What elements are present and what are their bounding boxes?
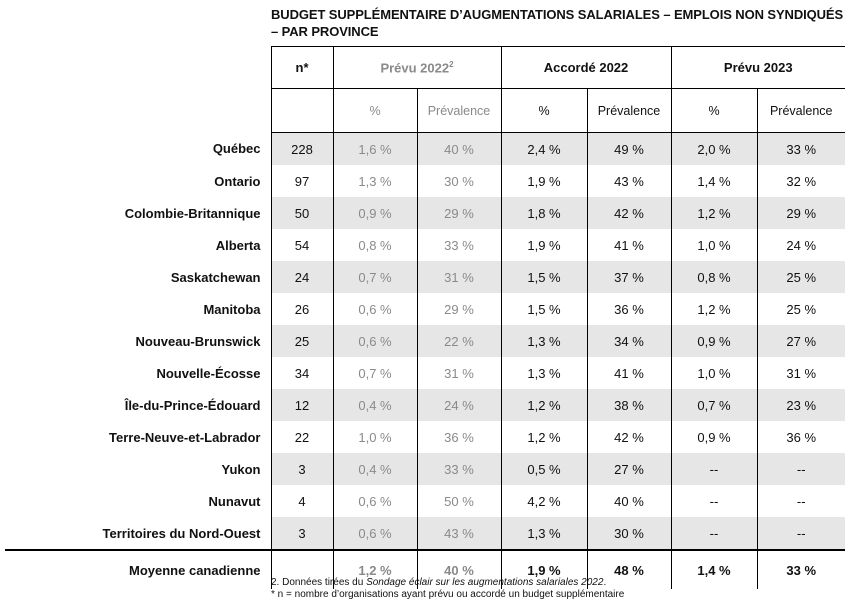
- cell-p23-prevalence: 33 %: [757, 133, 845, 166]
- cell-p22-prevalence: 43 %: [417, 517, 501, 550]
- cell-p23-pct: 1,2 %: [671, 293, 757, 325]
- cell-p23-prevalence: --: [757, 485, 845, 517]
- header-row-subcolumns: [5, 89, 845, 133]
- province-label: Colombie-Britannique: [124, 205, 261, 221]
- cell-p23-pct: 0,9 %: [671, 421, 757, 453]
- average-p23-pct: 1,4 %: [671, 550, 757, 589]
- cell-p23-pct: --: [671, 517, 757, 550]
- header-row-groups: [5, 47, 845, 89]
- cell-n: 25: [271, 325, 333, 357]
- cell-p23-prevalence: --: [757, 517, 845, 550]
- cell-p23-pct: --: [671, 485, 757, 517]
- cell-a22-pct: 1,3 %: [501, 325, 587, 357]
- cell-n: 228: [271, 133, 333, 166]
- cell-p22-prevalence: 24 %: [417, 389, 501, 421]
- province-label: Québec: [212, 141, 261, 157]
- footnote-2-suffix: .: [603, 577, 607, 588]
- cell-p23-prevalence: 25 %: [757, 261, 845, 293]
- cell-a22-prevalence: 36 %: [587, 293, 671, 325]
- header-p23-prevalence: Prévalence: [757, 89, 845, 133]
- cell-p23-prevalence: 36 %: [757, 421, 845, 453]
- table-row: [5, 197, 845, 229]
- cell-p23-pct: --: [671, 453, 757, 485]
- cell-n: 3: [271, 517, 333, 550]
- header-n: n*: [271, 47, 333, 89]
- table-row: [5, 133, 845, 166]
- footnote-ref: 2: [449, 59, 454, 69]
- cell-p22-pct: 0,6 %: [333, 517, 417, 550]
- cell-p22-prevalence: 31 %: [417, 261, 501, 293]
- cell-p22-pct: 0,7 %: [333, 357, 417, 389]
- cell-p23-pct: 1,0 %: [671, 229, 757, 261]
- cell-p22-pct: 0,9 %: [333, 197, 417, 229]
- cell-n: 3: [271, 453, 333, 485]
- table-row: [5, 293, 845, 325]
- cell-a22-pct: 4,2 %: [501, 485, 587, 517]
- average-a22-prevalence: 48 %: [587, 550, 671, 589]
- cell-a22-prevalence: 41 %: [587, 357, 671, 389]
- cell-p22-prevalence: 50 %: [417, 485, 501, 517]
- cell-p22-prevalence: 40 %: [417, 133, 501, 166]
- cell-a22-prevalence: 49 %: [587, 133, 671, 166]
- footnote-2-source: Sondage éclair sur les augmentations salariales 2022: [366, 577, 604, 588]
- average-p22-pct: 1,2 %: [333, 550, 417, 589]
- cell-a22-pct: 1,9 %: [501, 229, 587, 261]
- header-prevu-2022-label: Prévu 2022: [380, 60, 450, 76]
- table-row: [5, 485, 845, 517]
- header-p23-pct: %: [671, 89, 757, 133]
- cell-a22-pct: 2,4 %: [501, 133, 587, 166]
- cell-a22-pct: 1,3 %: [501, 517, 587, 550]
- cell-n: 22: [271, 421, 333, 453]
- cell-p22-prevalence: 30 %: [417, 165, 501, 197]
- cell-a22-prevalence: 42 %: [587, 421, 671, 453]
- cell-n: 34: [271, 357, 333, 389]
- header-a22-pct: %: [501, 89, 587, 133]
- cell-p23-pct: 1,0 %: [671, 357, 757, 389]
- cell-p23-pct: 1,2 %: [671, 197, 757, 229]
- cell-p22-prevalence: 36 %: [417, 421, 501, 453]
- header-p22-pct: %: [333, 89, 417, 133]
- cell-p23-prevalence: 24 %: [757, 229, 845, 261]
- cell-p22-pct: 0,7 %: [333, 261, 417, 293]
- footnotes: [271, 577, 624, 601]
- footnote-2-prefix: 2. Données tirées du: [271, 577, 367, 588]
- average-label: Moyenne canadienne: [5, 550, 271, 589]
- header-blank: [5, 89, 271, 133]
- cell-p22-pct: 0,6 %: [333, 325, 417, 357]
- cell-p22-pct: 0,6 %: [333, 293, 417, 325]
- cell-p22-prevalence: 31 %: [417, 357, 501, 389]
- cell-a22-prevalence: 37 %: [587, 261, 671, 293]
- cell-p22-pct: 0,8 %: [333, 229, 417, 261]
- province-label: Nunavut: [208, 493, 261, 509]
- table-row: [5, 453, 845, 485]
- province-label: Yukon: [221, 461, 261, 477]
- cell-p23-pct: 0,8 %: [671, 261, 757, 293]
- cell-p23-pct: 2,0 %: [671, 133, 757, 166]
- cell-a22-prevalence: 30 %: [587, 517, 671, 550]
- cell-p22-prevalence: 29 %: [417, 293, 501, 325]
- province-label: Alberta: [215, 237, 261, 253]
- cell-n: 24: [271, 261, 333, 293]
- cell-a22-pct: 1,5 %: [501, 293, 587, 325]
- cell-a22-prevalence: 27 %: [587, 453, 671, 485]
- cell-p22-pct: 0,6 %: [333, 485, 417, 517]
- province-label: Terre-Neuve-et-Labrador: [109, 429, 261, 445]
- cell-p22-prevalence: 22 %: [417, 325, 501, 357]
- cell-p22-pct: 1,6 %: [333, 133, 417, 166]
- cell-p23-prevalence: 29 %: [757, 197, 845, 229]
- cell-a22-prevalence: 43 %: [587, 165, 671, 197]
- table-row: [5, 389, 845, 421]
- cell-p23-prevalence: 31 %: [757, 357, 845, 389]
- cell-a22-prevalence: 40 %: [587, 485, 671, 517]
- cell-a22-pct: 1,2 %: [501, 389, 587, 421]
- cell-n: 4: [271, 485, 333, 517]
- table-row: [5, 165, 845, 197]
- header-accorde-2022: Accordé 2022: [501, 47, 671, 89]
- table-title: BUDGET SUPPLÉMENTAIRE D’AUGMENTATIONS SALARIALES – EMPLOIS NON SYNDIQUÉS – PAR PROVINCE: [271, 7, 844, 39]
- table-row: [5, 261, 845, 293]
- cell-a22-pct: 1,3 %: [501, 357, 587, 389]
- header-prevu-2022: [333, 47, 501, 89]
- cell-p23-prevalence: 27 %: [757, 325, 845, 357]
- average-p23-prevalence: 33 %: [757, 550, 845, 589]
- cell-n: 50: [271, 197, 333, 229]
- cell-a22-prevalence: 41 %: [587, 229, 671, 261]
- cell-n: 12: [271, 389, 333, 421]
- footnote-n: * n = nombre d’organisations ayant prévu ou accordé un budget supplémentaire: [271, 589, 625, 600]
- province-label: Ontario: [214, 173, 261, 189]
- footnote-2: [271, 577, 624, 589]
- cell-p22-pct: 1,3 %: [333, 165, 417, 197]
- cell-a22-prevalence: 42 %: [587, 197, 671, 229]
- header-n-blank: [271, 89, 333, 133]
- cell-n: 26: [271, 293, 333, 325]
- cell-n: 54: [271, 229, 333, 261]
- cell-a22-pct: 1,2 %: [501, 421, 587, 453]
- table-row: [5, 517, 845, 550]
- cell-a22-prevalence: 38 %: [587, 389, 671, 421]
- province-label: Nouveau-Brunswick: [135, 333, 261, 349]
- table-row: [5, 229, 845, 261]
- cell-a22-pct: 1,9 %: [501, 165, 587, 197]
- cell-p23-pct: 0,9 %: [671, 325, 757, 357]
- cell-a22-pct: 1,8 %: [501, 197, 587, 229]
- cell-p23-prevalence: 23 %: [757, 389, 845, 421]
- salary-budget-table: [5, 46, 845, 589]
- table-row: [5, 325, 845, 357]
- cell-p23-prevalence: --: [757, 453, 845, 485]
- province-label: Manitoba: [203, 301, 261, 317]
- province-label: Territoires du Nord-Ouest: [102, 525, 261, 541]
- cell-p22-pct: 0,4 %: [333, 453, 417, 485]
- table-row: [5, 421, 845, 453]
- table-row: [5, 357, 845, 389]
- cell-p23-prevalence: 25 %: [757, 293, 845, 325]
- cell-p23-pct: 0,7 %: [671, 389, 757, 421]
- header-a22-prevalence: Prévalence: [587, 89, 671, 133]
- cell-a22-pct: 1,5 %: [501, 261, 587, 293]
- province-label: Île-du-Prince-Édouard: [124, 397, 261, 413]
- province-label: Nouvelle-Écosse: [156, 365, 261, 381]
- header-prevu-2023: Prévu 2023: [671, 47, 845, 89]
- average-p22-prevalence: 40 %: [417, 550, 501, 589]
- cell-n: 97: [271, 165, 333, 197]
- cell-p22-prevalence: 29 %: [417, 197, 501, 229]
- cell-a22-prevalence: 34 %: [587, 325, 671, 357]
- cell-a22-pct: 0,5 %: [501, 453, 587, 485]
- cell-p22-prevalence: 33 %: [417, 229, 501, 261]
- cell-p22-pct: 0,4 %: [333, 389, 417, 421]
- cell-p22-pct: 1,0 %: [333, 421, 417, 453]
- cell-p23-pct: 1,4 %: [671, 165, 757, 197]
- header-p22-prevalence: Prévalence: [417, 89, 501, 133]
- average-a22-pct: 1,9 %: [501, 550, 587, 589]
- cell-p22-prevalence: 33 %: [417, 453, 501, 485]
- header-blank: [5, 47, 271, 89]
- cell-p23-prevalence: 32 %: [757, 165, 845, 197]
- province-label: Saskatchewan: [170, 269, 261, 285]
